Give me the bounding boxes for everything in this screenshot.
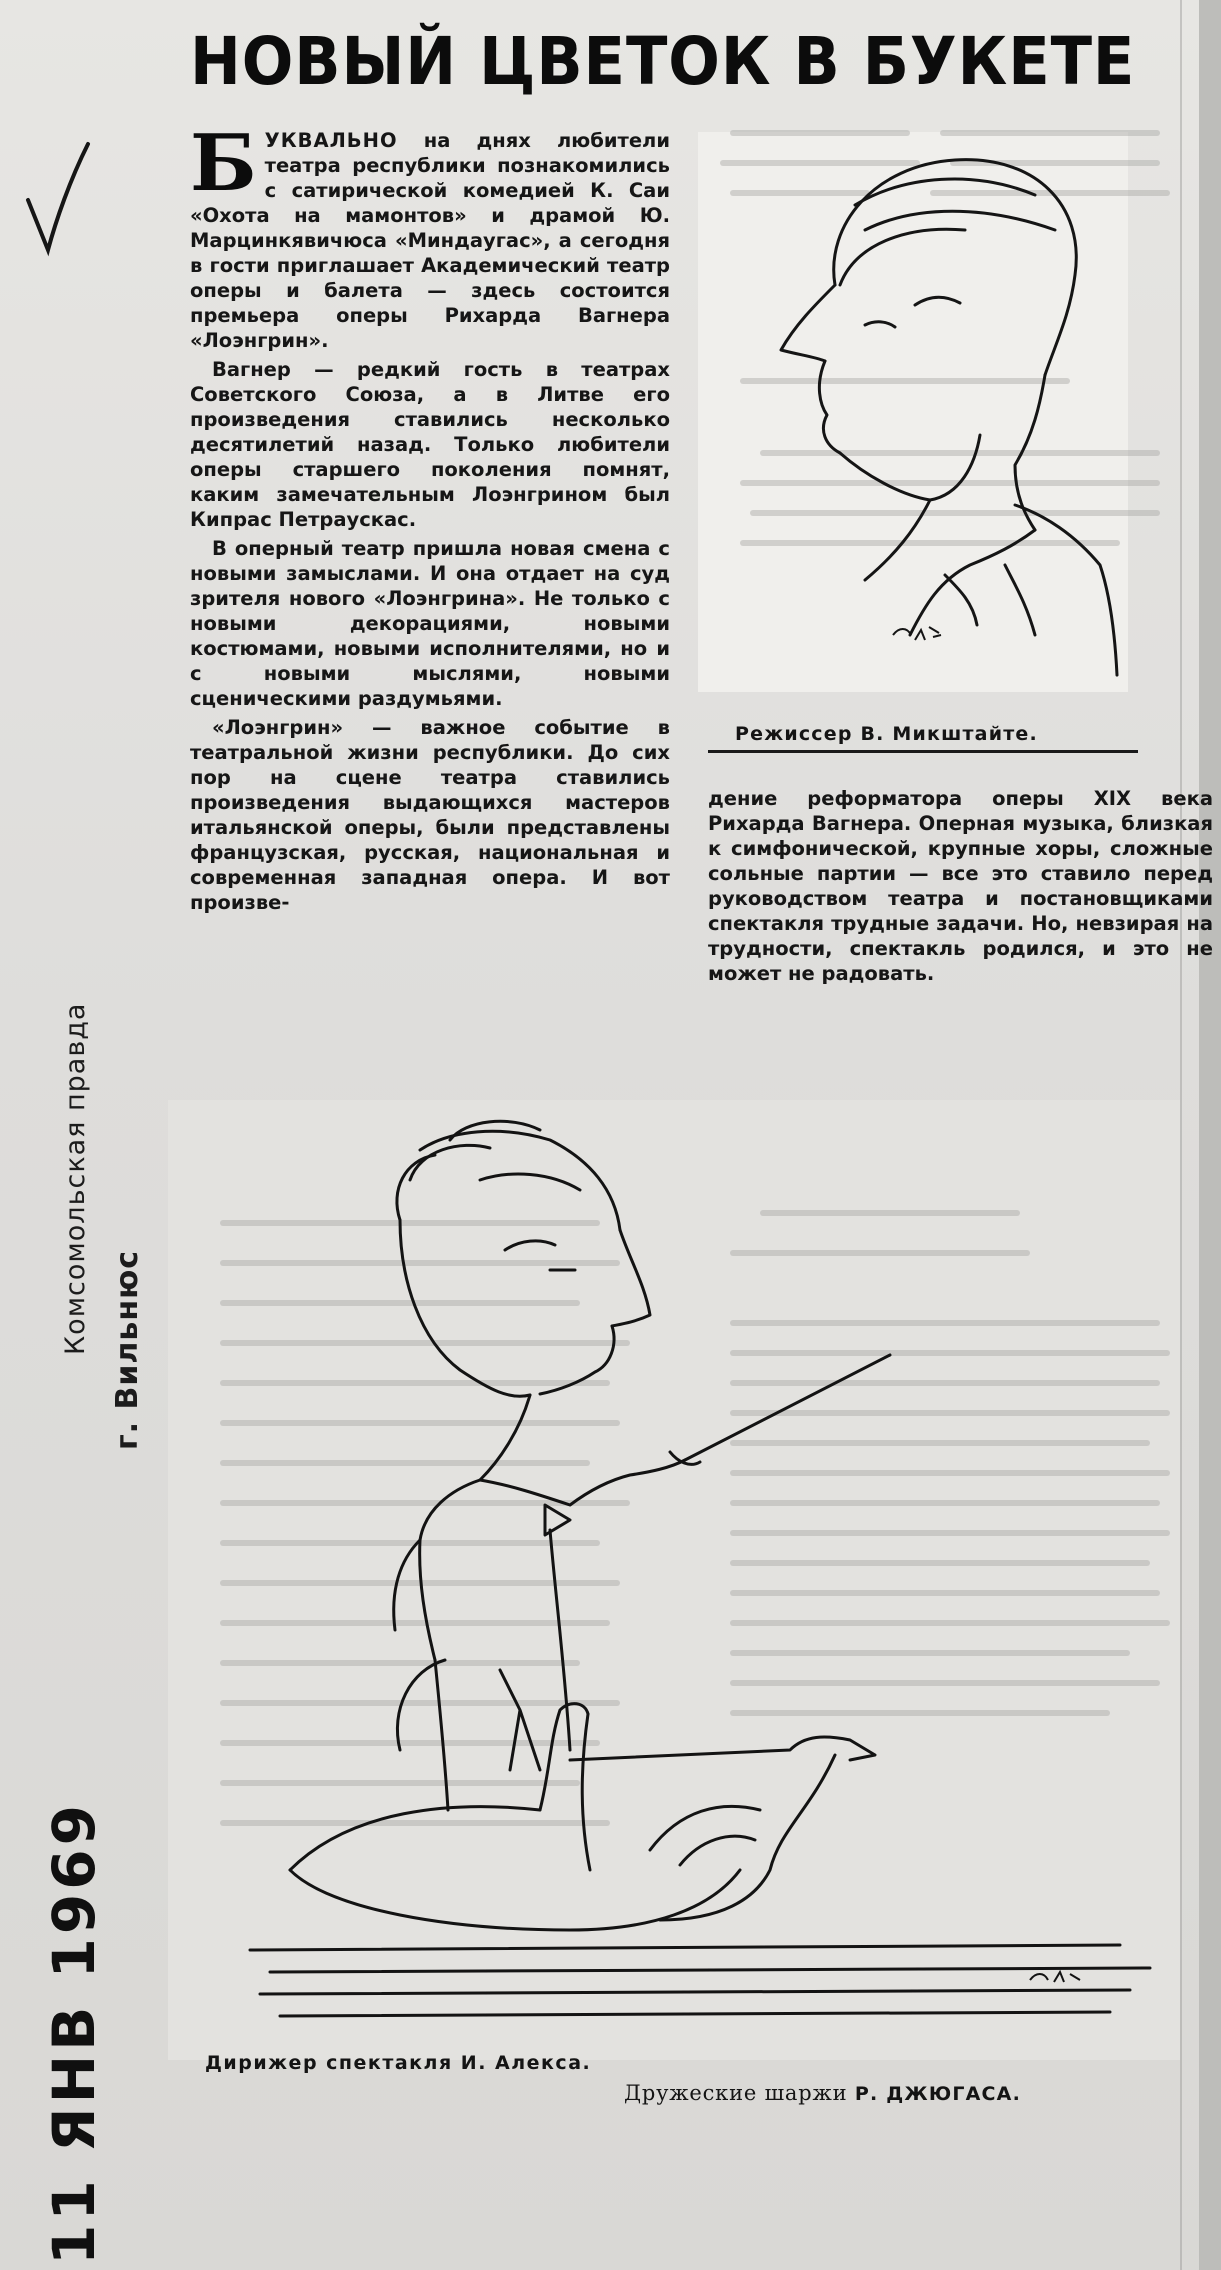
article-lead-paragraph bbox=[190, 118, 670, 353]
artist-name: Р. ДЖЮГАСА. bbox=[854, 2083, 1022, 2105]
paragraph-1-text: на днях любители театра республики познакомились с сатирической комедией К. Саи «Охота на мамонтов» и драмой Ю. Марцинкявичюса «Миндаугас», а сегодня в гости приглашает Академический театр оперы и балета — здесь состоится премьера оперы Рихарда Вагнера «Лоэнгрин». bbox=[190, 129, 670, 352]
director-caption: Режиссер В. Микштайте. bbox=[735, 723, 1038, 745]
adjacent-page-strip bbox=[1199, 0, 1221, 2270]
paragraph-4: «Лоэнгрин» — важное событие в театральной жизни республики. До сих пор на сцене театра ставились произведения выдающихся мастеров итальянской оперы, были представлены французская, русская, национальная и современная западная опера. И вот произве- bbox=[190, 716, 670, 914]
city-note: г. Вильнюс bbox=[110, 1249, 145, 1450]
headline: НОВЫЙ ЦВЕТОК В БУКЕТЕ bbox=[190, 23, 1136, 100]
conductor-caricature-drawing bbox=[250, 1110, 1170, 2030]
paragraph-2: Вагнер — редкий гость в театрах Советского Союза, а в Литве его произведения ставились несколько десятилетий назад. Только любители оперы старшего поколения помнят, каким замечательным Лоэнгрином был Кипрас Петраускас. bbox=[190, 358, 670, 531]
caption-rule bbox=[708, 750, 1138, 753]
clipping-edge-line bbox=[1180, 0, 1182, 2270]
artist-credit bbox=[624, 2081, 1021, 2105]
lead-word: УКВАЛЬНО bbox=[264, 129, 398, 152]
conductor-caption: Дирижер спектакля И. Алекса. bbox=[205, 2052, 592, 2074]
article-column-right bbox=[708, 786, 1213, 990]
checkmark-icon bbox=[22, 140, 92, 260]
article-column-left bbox=[190, 118, 670, 919]
source-note: Комсомольская правда bbox=[60, 1002, 91, 1355]
paragraph-continued: дение реформатора оперы XIX века Рихарда Вагнера. Оперная музыка, близкая к симфонической, крупные хоры, сложные сольные партии — все это ставило перед руководством театра и постановщиками спектакля трудные задачи. Но, невзирая на трудности, спектакль родился, и это не может не радовать. bbox=[708, 787, 1213, 985]
paragraph-3: В оперный театр пришла новая смена с новыми замыслами. И она отдает на суд зрителя нового «Лоэнгрина». Не только с новыми декорациями, новыми костюмами, новыми исполнителями, но и с новыми мыслями, новыми сценическими раздумьями. bbox=[190, 537, 670, 710]
drop-cap: Б bbox=[190, 118, 257, 209]
director-caricature-drawing bbox=[715, 135, 1135, 685]
credit-prefix: Дружеские шаржи bbox=[624, 2081, 848, 2105]
date-stamp: 11 ЯНВ 1969 bbox=[40, 1801, 108, 2265]
